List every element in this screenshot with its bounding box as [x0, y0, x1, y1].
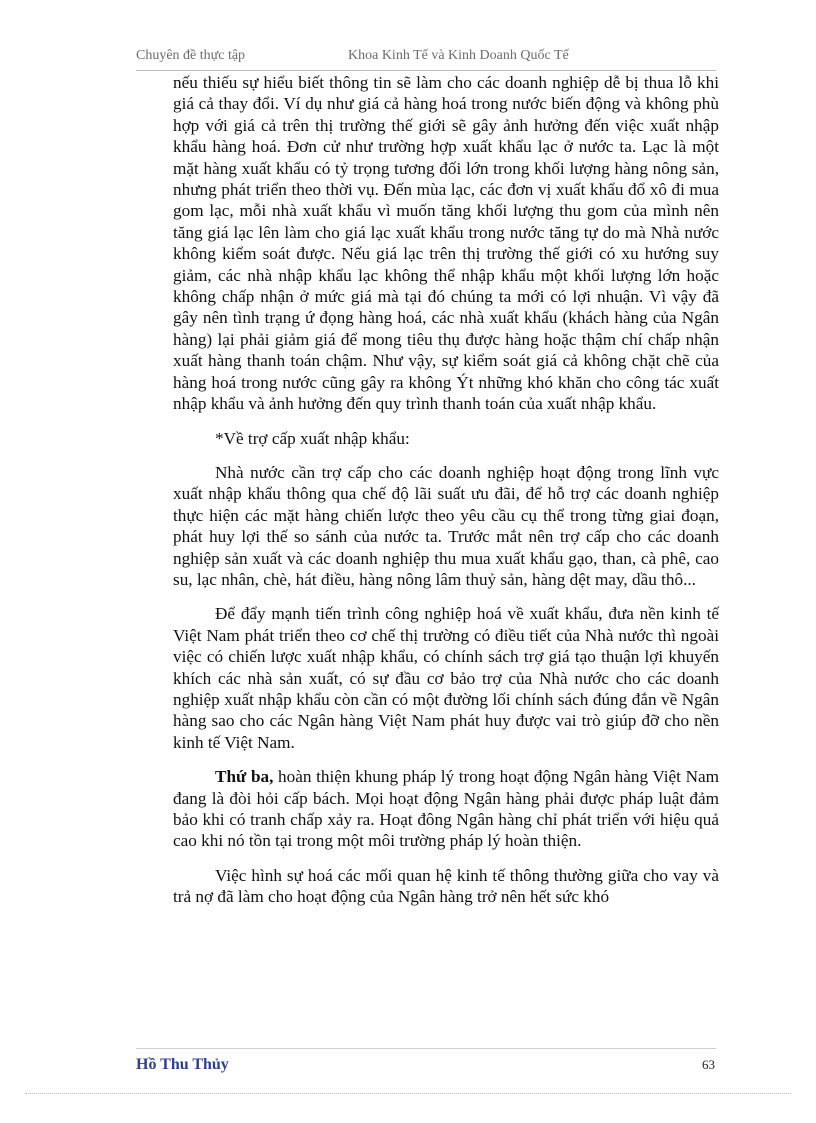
- paragraph-industrialization: Để đẩy mạnh tiến trình công nghiệp hoá về xuất khẩu, đưa nền kinh tế Việt Nam phát triển theo cơ chế thị trường có điều tiết của Nhà nước thì ngoài việc có chiến lược xuất nhập khẩu, có chính sách trợ giá tạo thuận lợi khuyến khích các nhà sản xuất, có sự đầu cơ bảo trợ của Nhà nước cho các doanh nghiệp xuất nhập khẩu còn cần có một đường lối chính sách đúng đắn về Ngân hàng sao cho các Ngân hàng Việt Nam phát huy được vai trò giúp đỡ cho nền kinh tế Việt Nam.: [173, 604, 719, 752]
- footer-author: Hồ Thu Thủy: [136, 1056, 229, 1073]
- page-number: 63: [702, 1057, 715, 1072]
- page-bottom-border: [25, 1093, 791, 1094]
- paragraph-legal-framework: [173, 766, 719, 852]
- page-header: [136, 48, 716, 70]
- header-divider: [136, 70, 716, 71]
- paragraph-subsidy: Nhà nước cần trợ cấp cho các doanh nghiệp hoạt động trong lĩnh vực xuất nhập khẩu thông qua chế độ lãi suất ưu đãi, để hỗ trợ các doanh nghiệp thực hiện các mặt hàng chiến lược theo yêu cầu cụ thể trong từng giai đoạn, phát huy lợi thế so sánh của nước ta. Trước mắt nên trợ cấp cho các doanh nghiệp sản xuất và các doanh nghiệp thu mua xuất khẩu gạo, than, cà phê, cao su, lạc nhân, chè, hát điều, hàng nông lâm thuỷ sản, hàng dệt may, dầu thô...: [173, 462, 719, 589]
- paragraph-price-control: nếu thiếu sự hiểu biết thông tin sẽ làm cho các doanh nghiệp dễ bị thua lỗ khi giá cả thay đổi. Ví dụ như giá cả hàng hoá trong nước biến động và không phù hợp với giá cả trên thị trường thế giới sẽ gây ảnh hưởng đến việc xuất nhập khẩu hàng hoá. Đơn cử như trường hợp xuất khẩu lạc ở nước ta. Lạc là một mặt hàng xuất khẩu có tỷ trọng tương đối lớn trong khối lượng hàng nông sản, nhưng phát triển theo thời vụ. Đến mùa lạc, các đơn vị xuất khẩu đổ xô đi mua gom lạc, mỗi nhà xuất khẩu vì muốn tăng khối lượng thu gom của mình nên tăng giá lạc lên làm cho giá lạc xuất khẩu trong nước tăng tự do mà Nhà nước không kiểm soát được. Nếu giá lạc trên thị trường thế giới có xu hướng suy giảm, các nhà nhập khẩu lạc không thể nhập khẩu một khối lượng lớn hoặc không chấp nhận ở mức giá mà tại đó chúng ta mới có lợi nhuận. Vì vậy đã gây nên tình trạng ứ đọng hàng hoá, các nhà xuất khẩu (khách hàng của Ngân hàng) lại phải giảm giá để mong tiêu thụ được hàng hoặc thậm chí chấp nhận xuất hàng thanh toán chậm. Như vậy, sự kiểm soát giá cả không chặt chẽ của hàng hoá trong nước cũng gây ra không Ýt những khó khăn cho công tác xuất nhập khẩu và ảnh hưởng đến quy trình thanh toán của xuất nhập khẩu.: [173, 73, 719, 414]
- paragraph-criminalization: Việc hình sự hoá các mối quan hệ kinh tế thông thường giữa cho vay và trả nợ đã làm cho hoạt động của Ngân hàng trở nên hết sức khó: [173, 865, 719, 907]
- paragraph-lead-bold: Thứ ba,: [215, 767, 274, 787]
- header-faculty: Khoa Kinh Tế và Kinh Doanh Quốc Tế: [348, 48, 569, 63]
- header-left-title: Chuyên đề thực tập: [136, 48, 246, 63]
- section-heading-export-subsidy: *Về trợ cấp xuất nhập khẩu:: [215, 428, 410, 448]
- document-body: [173, 72, 719, 921]
- footer-divider: [136, 1048, 716, 1049]
- paragraph-legal-text: hoàn thiện khung pháp lý trong hoạt động Ngân hàng Việt Nam đang là đòi hỏi cấp bách. Mọi hoạt động Ngân hàng phải được pháp luật đảm bảo khi có tranh chấp xảy ra. Hoạt đông Ngân hàng chỉ phát triển với hiệu quả cao khi nó tồn tại trong một môi trường pháp lý hoàn thiện.: [173, 767, 719, 851]
